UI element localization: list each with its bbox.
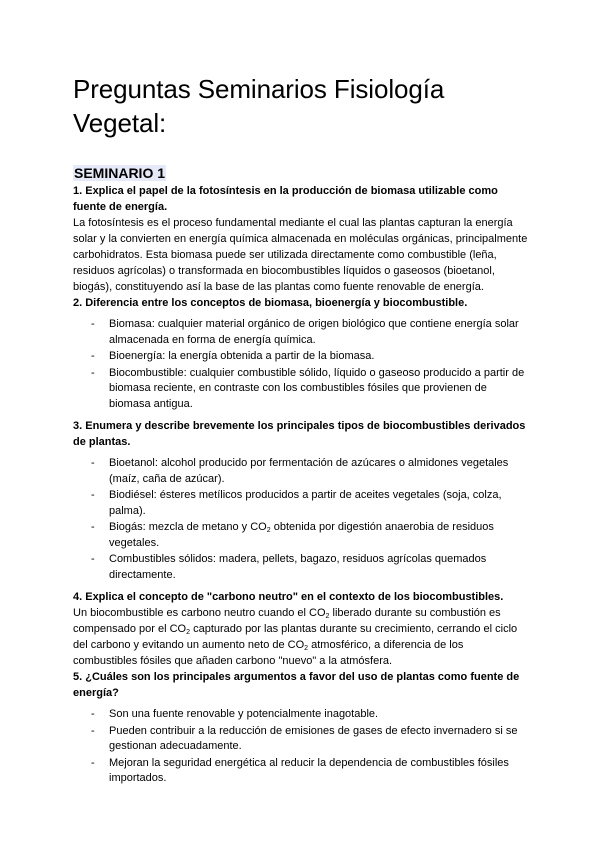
list-item: [109, 520, 528, 551]
answer-1: La fotosíntesis es el proceso fundamental mediante el cual las plantas capturan la energía solar y la convierten en energía química almacenada en moléculas orgánicas, principalmente carbohidratos. Esta biomasa puede ser utilizada directamente como combustible (leña, residuos agrícolas) o transformada en biocombustibles líquidos o gaseosos (bioetanol, biogás), constituyendo así la base de las plantas como fuente renovable de energía.: [73, 217, 528, 293]
question-3-list: [73, 456, 528, 583]
answer-text: Un biocombustible es carbono neutro cuando el CO: [73, 607, 326, 619]
question-4: 4. Explica el concepto de "carbono neutro" en el contexto de los biocombustibles.: [73, 591, 504, 603]
subscript: 2: [325, 613, 330, 620]
question-2: 2. Diferencia entre los conceptos de biomasa, bioenergía y biocombustible.: [73, 297, 468, 309]
answer-4: [73, 605, 528, 669]
list-item: - Biomasa: cualquier material orgánico de origen biológico que contiene energía solar almacenada en forma de energía química.: [109, 317, 528, 348]
list-item-text: Biogás: mezcla de metano y CO: [109, 521, 267, 533]
list-item: - Mejoran la seguridad energética al reducir la dependencia de combustibles fósiles importados.: [109, 756, 528, 787]
question-5-list: [73, 707, 528, 787]
list-item-text: obtenida por digestión anaerobia de residuos vegetales.: [109, 521, 494, 549]
seminar-heading: SEMINARIO 1: [74, 165, 166, 181]
list-item: - Biodiésel: ésteres metílicos producidos a partir de aceites vegetales (soja, colza, palma).: [109, 488, 528, 519]
question-3: 3. Enumera y describe brevemente los principales tipos de biocombustibles derivados de plantas.: [73, 420, 526, 448]
list-item: - Bioetanol: alcohol producido por fermentación de azúcares o almidones vegetales (maíz, caña de azúcar).: [109, 456, 528, 487]
list-item: - Pueden contribuir a la reducción de emisiones de gases de efecto invernadero si se gestionan adecuadamente.: [109, 724, 528, 755]
question-2-list: [73, 317, 528, 412]
list-item: - Biocombustible: cualquier combustible sólido, líquido o gaseoso producido a partir de biomasa reciente, en contraste con los combustibles fósiles que provienen de biomasa antigua.: [109, 366, 528, 413]
list-item: - Combustibles sólidos: madera, pellets, bagazo, residuos agrícolas quemados directamente.: [109, 552, 528, 583]
subscript: 2: [266, 527, 271, 534]
answer-text: capturado por las plantas durante su crecimiento, cerrando el ciclo del carbono y evitando un aumento neto de CO: [73, 623, 518, 651]
question-1: 1. Explica el papel de la fotosíntesis en la producción de biomasa utilizable como fuente de energía.: [73, 185, 498, 213]
subscript: 2: [186, 629, 191, 636]
question-5: 5. ¿Cuáles son los principales argumentos a favor del uso de plantas como fuente de energía?: [73, 671, 520, 699]
document-title: Preguntas Seminarios Fisiología Vegetal:: [73, 74, 445, 138]
list-item: - Bioenergía: la energía obtenida a partir de la biomasa.: [109, 349, 528, 365]
answer-text: atmosférico, a diferencia de los combustibles fósiles que añaden carbono "nuevo" a la atmósfera.: [73, 639, 464, 667]
answer-text: liberado durante su combustión es compensado por el CO: [73, 607, 501, 635]
subscript: 2: [304, 645, 309, 652]
list-item: - Son una fuente renovable y potencialmente inagotable.: [109, 707, 528, 723]
